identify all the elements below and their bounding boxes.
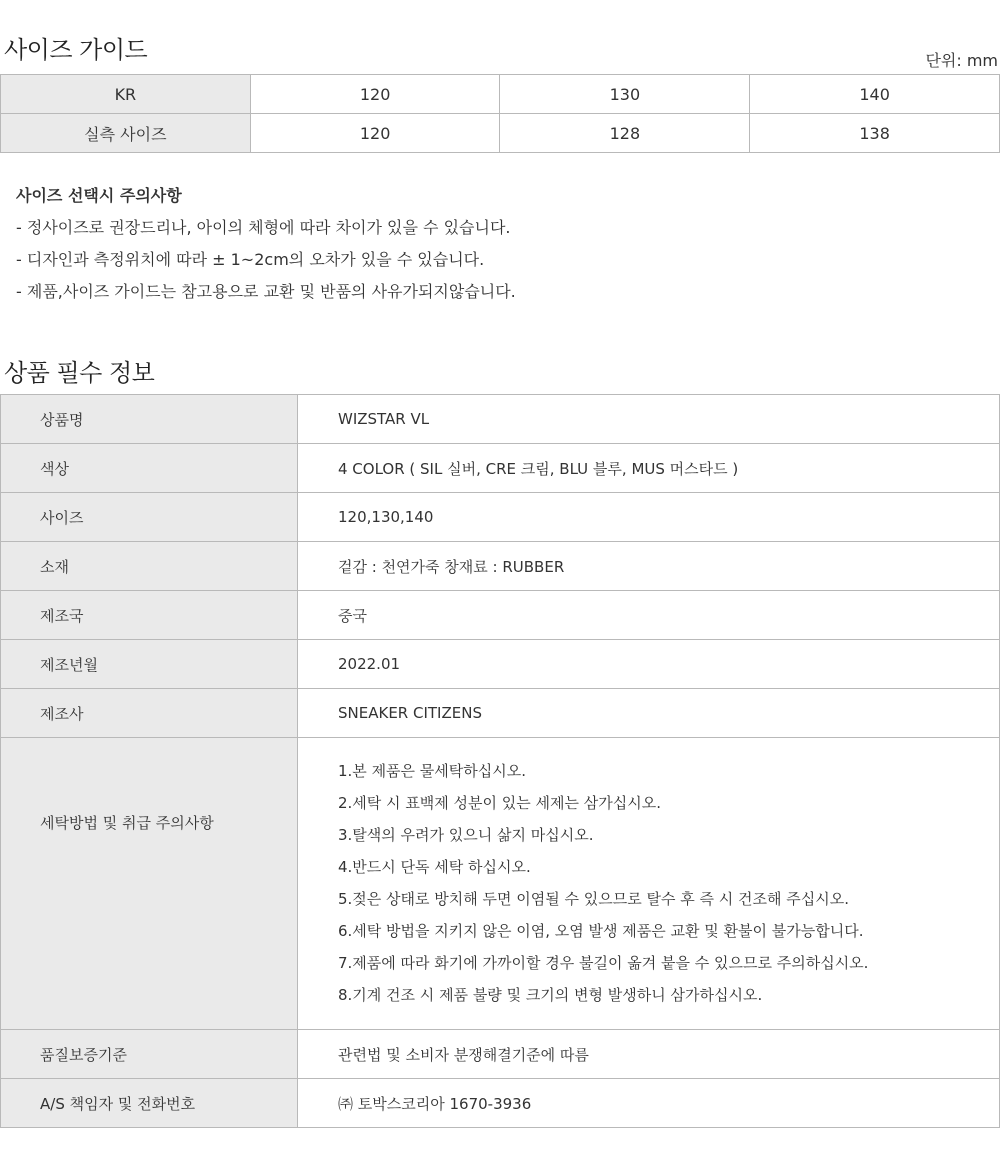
- size-guide-title: 사이즈 가이드: [4, 36, 148, 64]
- info-value: 120,130,140: [298, 493, 1000, 542]
- info-row-manufacturer: [1, 689, 1000, 738]
- size-row-actual: [1, 114, 1000, 153]
- unit-label: 단위: mm: [925, 51, 998, 70]
- info-label: 상품명: [1, 395, 298, 444]
- washing-item: 8.기계 건조 시 제품 불량 및 크기의 변형 발생하니 삼가하십시오.: [338, 986, 763, 1004]
- info-row-as: [1, 1079, 1000, 1128]
- washing-item: 7.제품에 따라 화기에 가까이할 경우 불길이 옮겨 붙을 수 있으므로 주의하십시오.: [338, 954, 869, 972]
- size-cell: 120: [250, 114, 500, 153]
- size-cell: 140: [750, 75, 1000, 114]
- washing-item: 5.젖은 상태로 방치해 두면 이염될 수 있으므로 탈수 후 즉 시 건조해 주십시오.: [338, 890, 849, 908]
- info-label: 색상: [1, 444, 298, 493]
- size-cell: 128: [500, 114, 750, 153]
- washing-item: 4.반드시 단독 세탁 하십시오.: [338, 858, 531, 876]
- info-row-color: [1, 444, 1000, 493]
- size-note-item: - 제품,사이즈 가이드는 참고용으로 교환 및 반품의 사유가되지않습니다.: [16, 282, 516, 301]
- washing-instructions: [298, 738, 1000, 1030]
- info-value: 관련법 및 소비자 분쟁해결기준에 따름: [298, 1030, 1000, 1079]
- washing-item: 1.본 제품은 물세탁하십시오.: [338, 762, 527, 780]
- size-row-label: KR: [1, 75, 251, 114]
- washing-item: 3.탈색의 우려가 있으니 삶지 마십시오.: [338, 826, 594, 844]
- info-row-washing: [1, 738, 1000, 1030]
- size-note-item: - 정사이즈로 권장드리나, 아이의 체형에 따라 차이가 있을 수 있습니다.: [16, 218, 511, 237]
- info-row-name: [1, 395, 1000, 444]
- size-row-kr: [1, 75, 1000, 114]
- info-row-date: [1, 640, 1000, 689]
- product-info-title: 상품 필수 정보: [4, 359, 155, 387]
- washing-item: 6.세탁 방법을 지키지 않은 이염, 오염 발생 제품은 교환 및 환불이 불가능합니다.: [338, 922, 864, 940]
- info-row-size: [1, 493, 1000, 542]
- info-label: 품질보증기준: [1, 1030, 298, 1079]
- info-label: 세탁방법 및 취급 주의사항: [1, 738, 298, 1030]
- info-label: 제조국: [1, 591, 298, 640]
- info-value: 중국: [298, 591, 1000, 640]
- washing-item: 2.세탁 시 표백제 성분이 있는 세제는 삼가십시오.: [338, 794, 661, 812]
- info-row-quality: [1, 1030, 1000, 1079]
- info-value: ㈜ 토박스코리아 1670-3936: [298, 1079, 1000, 1128]
- info-label: A/S 책임자 및 전화번호: [1, 1079, 298, 1128]
- size-cell: 138: [750, 114, 1000, 153]
- info-label: 사이즈: [1, 493, 298, 542]
- info-row-material: [1, 542, 1000, 591]
- info-value: SNEAKER CITIZENS: [298, 689, 1000, 738]
- info-row-country: [1, 591, 1000, 640]
- info-value: 겉감 : 천연가죽 창재료 : RUBBER: [298, 542, 1000, 591]
- size-cell: 120: [250, 75, 500, 114]
- size-notes-title: 사이즈 선택시 주의사항: [16, 186, 182, 205]
- size-guide-table: [0, 74, 1000, 153]
- info-label: 소재: [1, 542, 298, 591]
- size-row-label: 실측 사이즈: [1, 114, 251, 153]
- info-label: 제조년월: [1, 640, 298, 689]
- size-cell: 130: [500, 75, 750, 114]
- size-note-item: - 디자인과 측정위치에 따라 ± 1~2cm의 오차가 있을 수 있습니다.: [16, 250, 485, 269]
- size-notes: [16, 180, 516, 308]
- info-value: 2022.01: [298, 640, 1000, 689]
- info-label: 제조사: [1, 689, 298, 738]
- info-value: WIZSTAR VL: [298, 395, 1000, 444]
- info-value: 4 COLOR ( SIL 실버, CRE 크림, BLU 블루, MUS 머스타드 ): [298, 444, 1000, 493]
- product-info-table: [0, 394, 1000, 1128]
